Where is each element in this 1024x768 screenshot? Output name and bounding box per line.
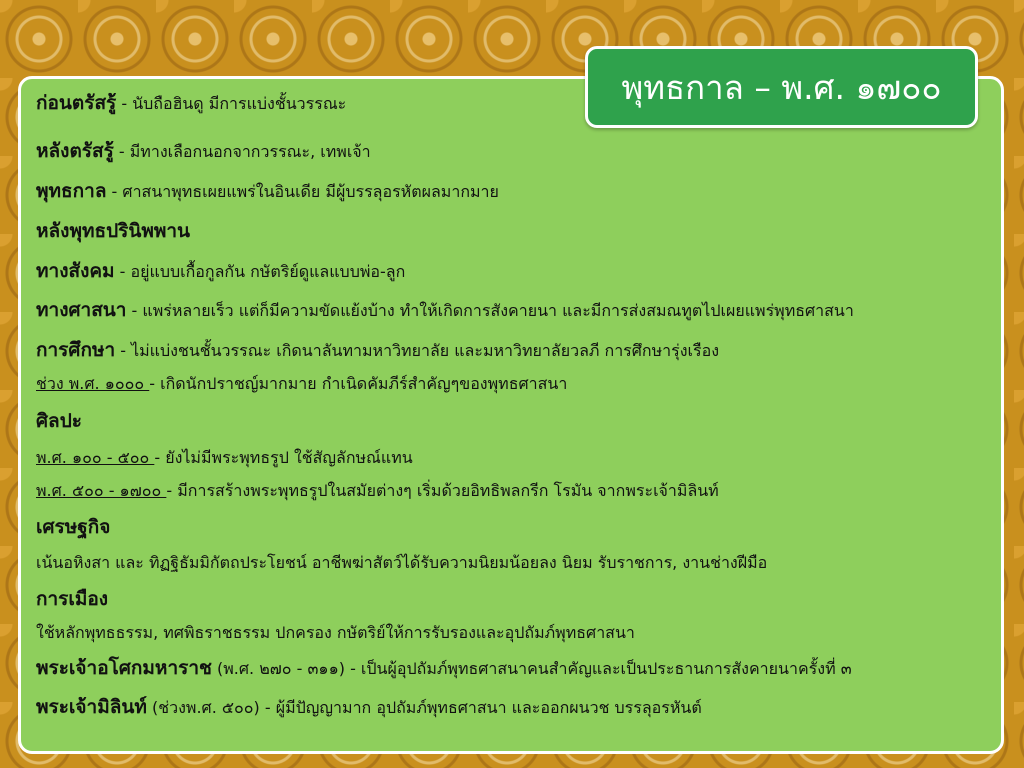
- line-heading: ทางสังคม: [36, 260, 115, 282]
- line-heading: ศิลปะ: [36, 410, 82, 432]
- line-body: - อยู่แบบเกื้อกูลกัน กษัตริย์ดูแลแบบพ่อ-ลูก: [114, 262, 406, 281]
- period-label: พ.ศ. ๑๐๐ - ๕๐๐: [36, 448, 155, 467]
- slide-title: พุทธกาล – พ.ศ. ๑๗๐๐: [621, 67, 942, 107]
- line-heading: พระเจ้าอโศกมหาราช: [36, 657, 212, 679]
- text-line: [36, 480, 719, 502]
- line-body: - เกิดนักปราชญ์มากมาย กำเนิดคัมภีร์สำคัญๆของพุทธศาสนา: [149, 374, 568, 393]
- title-banner: [585, 46, 978, 128]
- line-heading: พุทธกาล: [36, 180, 107, 202]
- line-heading: เศรษฐกิจ: [36, 516, 111, 538]
- text-line: [36, 622, 635, 644]
- text-line: [36, 373, 567, 395]
- text-line: [36, 260, 405, 283]
- line-body: - แพร่หลายเร็ว แต่ก็มีความขัดแย้งบ้าง ทำให้เกิดการสังคายนา และมีการส่งสมณทูตไปเผยแพร่พุทธศาสนา: [126, 301, 854, 320]
- line-body: เน้นอหิงสา และ ทิฏฐิธัมมิกัตถประโยชน์ อาชีพฆ่าสัตว์ได้รับความนิยมน้อยลง นิยม รับราชการ, งานช่างฝีมือ: [36, 553, 768, 572]
- line-body: - มีทางเลือกนอกจากวรรณะ, เทพเจ้า: [113, 142, 371, 161]
- text-line: [36, 220, 190, 243]
- text-line: [36, 657, 852, 680]
- text-line: [36, 299, 854, 322]
- line-heading: การศึกษา: [36, 339, 116, 361]
- line-body: - มีการสร้างพระพุทธรูปในสมัยต่างๆ เริ่มด้วยอิทธิพลกรีก โรมัน จากพระเจ้ามิลินท์: [166, 481, 719, 500]
- line-body: (พ.ศ. ๒๗๐ - ๓๑๑) - เป็นผู้อุปถัมภ์พุทธศาสนาคนสำคัญและเป็นประธานการสังคายนาครั้งที่ ๓: [211, 659, 852, 678]
- text-line: [36, 410, 82, 433]
- period-label: พ.ศ. ๕๐๐ - ๑๗๐๐: [36, 481, 167, 500]
- line-body: - ศาสนาพุทธเผยแพร่ในอินเดีย มีผู้บรรลุอรหัตผลมากมาย: [106, 182, 499, 201]
- text-line: [36, 447, 413, 469]
- line-heading: หลังตรัสรู้: [36, 140, 114, 162]
- text-line: [36, 516, 110, 539]
- text-line: [36, 588, 108, 611]
- line-body: - ไม่แบ่งชนชั้นวรรณะ เกิดนาลันทามหาวิทยาลัย และมหาวิทยาลัยวลภี การศึกษารุ่งเรือง: [115, 341, 720, 360]
- content-panel: [18, 76, 1004, 754]
- text-line: [36, 92, 346, 115]
- period-label: ช่วง พ.ศ. ๑๐๐๐: [36, 374, 150, 393]
- line-body: - นับถือฮินดู มีการแบ่งชั้นวรรณะ: [116, 94, 347, 113]
- text-line: [36, 180, 499, 203]
- text-line: [36, 552, 767, 574]
- text-line: [36, 339, 719, 362]
- text-line: [36, 696, 702, 719]
- line-body: ใช้หลักพุทธธรรม, ทศพิธราชธรรม ปกครอง กษัตริย์ให้การรับรองและอุปถัมภ์พุทธศาสนา: [36, 623, 635, 642]
- line-body: - ยังไม่มีพระพุทธรูป ใช้สัญลักษณ์แทน: [154, 448, 413, 467]
- line-heading: พระเจ้ามิลินท์: [36, 696, 147, 718]
- line-body: (ช่วงพ.ศ. ๕๐๐) - ผู้มีปัญญามาก อุปถัมภ์พุทธศาสนา และออกผนวช บรรลุอรหันต์: [146, 698, 702, 717]
- text-line: [36, 140, 371, 163]
- line-heading: การเมือง: [36, 588, 109, 610]
- line-heading: หลังพุทธปรินิพพาน: [36, 220, 191, 242]
- line-heading: ทางศาสนา: [36, 299, 127, 321]
- line-heading: ก่อนตรัสรู้: [36, 92, 117, 114]
